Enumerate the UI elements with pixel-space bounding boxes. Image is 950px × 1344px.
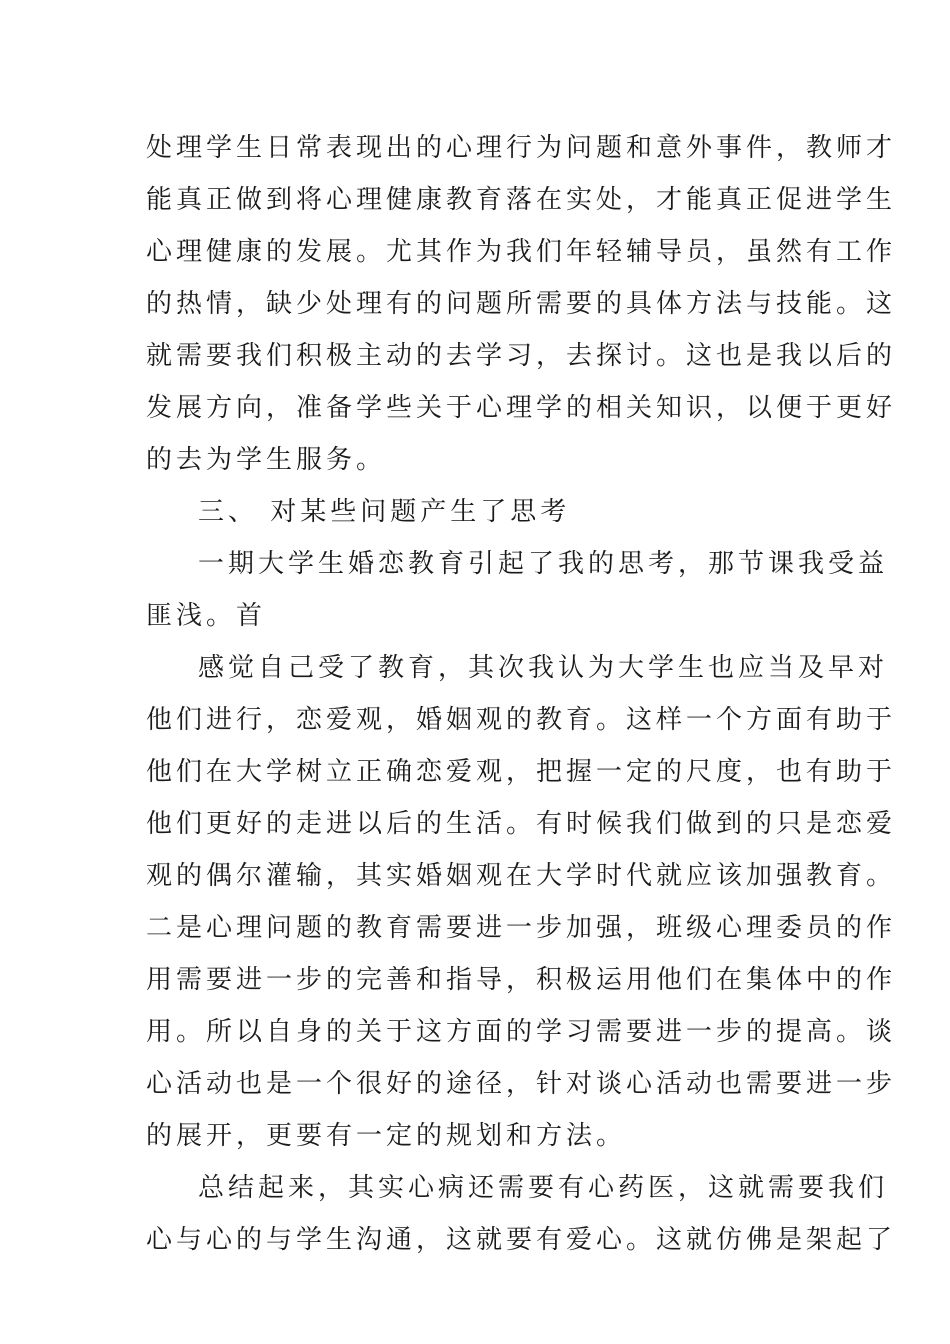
text-line: 就需要我们积极主动的去学习，去探讨。这也是我以后的 <box>146 341 897 371</box>
text-line: 匪浅。首 <box>146 601 267 631</box>
text-line: 心活动也是一个很好的途径，针对谈心活动也需要进一步 <box>146 1069 897 1099</box>
text-line: 的展开，更要有一定的规划和方法。 <box>146 1121 627 1151</box>
text-line: 心与心的与学生沟通，这就要有爱心。这就仿佛是架起了 <box>146 1225 897 1255</box>
text-line: 二是心理问题的教育需要进一步加强，班级心理委员的作 <box>146 913 897 943</box>
text-line: 用。所以自身的关于这方面的学习需要进一步的提高。谈 <box>146 1017 897 1047</box>
text-line: 的去为学生服务。 <box>146 445 387 475</box>
text-line: 他们在大学树立正确恋爱观，把握一定的尺度，也有助于 <box>146 757 897 787</box>
text-line: 观的偶尔灌输，其实婚姻观在大学时代就应该加强教育。 <box>146 861 897 891</box>
text-line: 感觉自己受了教育，其次我认为大学生也应当及早对 <box>198 653 889 683</box>
text-line: 处理学生日常表现出的心理行为问题和意外事件，教师才 <box>146 133 897 163</box>
text-line: 心理健康的发展。尤其作为我们年轻辅导员，虽然有工作 <box>146 237 897 267</box>
text-line: 用需要进一步的完善和指导，积极运用他们在集体中的作 <box>146 965 897 995</box>
text-line: 他们进行，恋爱观，婚姻观的教育。这样一个方面有助于 <box>146 705 897 735</box>
text-line: 能真正做到将心理健康教育落在实处，才能真正促进学生 <box>146 185 897 215</box>
text-line: 他们更好的走进以后的生活。有时候我们做到的只是恋爱 <box>146 809 897 839</box>
text-line: 总结起来，其实心病还需要有心药医，这就需要我们 <box>198 1173 889 1203</box>
text-line: 一期大学生婚恋教育引起了我的思考，那节课我受益 <box>198 549 889 579</box>
text-line: 发展方向，准备学些关于心理学的相关知识，以便于更好 <box>146 393 897 423</box>
text-line: 的热情，缺少处理有的问题所需要的具体方法与技能。这 <box>146 289 897 319</box>
section-heading: 三、 对某些问题产生了思考 <box>198 497 571 527</box>
